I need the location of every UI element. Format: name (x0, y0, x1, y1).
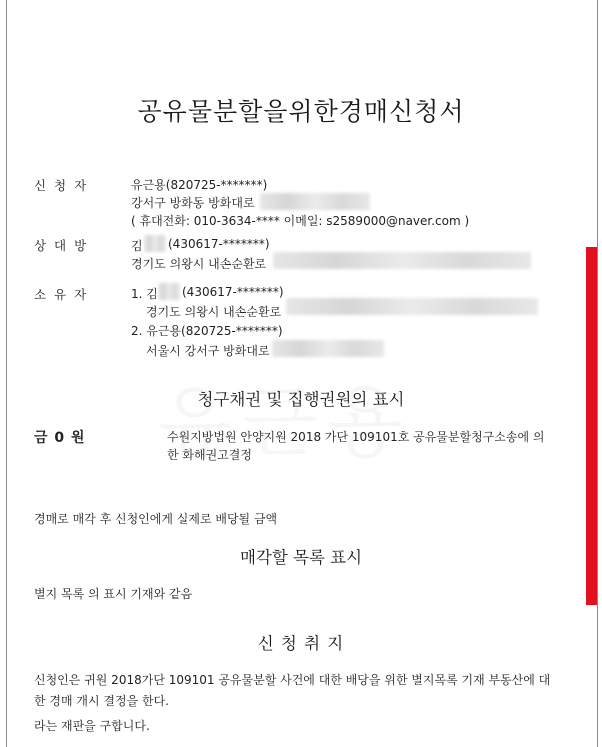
claim-description-line2: 한 화해권고결정 (167, 448, 252, 462)
purpose-heading: 신 청 취 지 (257, 634, 345, 653)
owners-label: 소 유 자 (34, 287, 89, 302)
claim-description-line1: 수원지방법원 안양지원 2018 가단 109101호 공유물분할청구소송에 의 (167, 430, 545, 444)
listing-text: 별지 목록 의 표시 기재와 같음 (34, 587, 193, 601)
redacted-opponent-address (273, 252, 531, 269)
opponent-label: 상 대 방 (34, 238, 89, 253)
purpose-line-1: 신청인은 귀원 2018가단 109101 공유물분할 사건에 대한 배당을 위한 별지목록 기재 부동산에 대 (34, 673, 551, 687)
owner2-name: 2. 유근용(820725-*******) (131, 324, 283, 338)
applicant-label: 신 청 자 (34, 178, 89, 193)
opponent-name-prefix: 김 (131, 239, 143, 253)
owner1-address: 경기도 의왕시 내손순환로 (146, 305, 282, 319)
opponent-id: (430617-*******) (168, 237, 270, 251)
claim-heading: 청구채권 및 집행권원의 표시 (197, 390, 405, 409)
purpose-line-3: 라는 재판을 구합니다. (34, 719, 150, 733)
claim-amount: 금 0 원 (34, 430, 86, 446)
redacted-owner2-address (272, 340, 384, 357)
owner2-address: 서울시 강서구 방화대로 (146, 344, 270, 358)
redacted-owner1-name (158, 283, 180, 300)
listing-heading: 매각할 목록 표시 (239, 548, 363, 567)
owner1-id: (430617-*******) (182, 285, 284, 299)
redacted-applicant-address (260, 193, 370, 210)
distribution-note: 경매로 매각 후 신청인에게 실제로 배당될 금액 (34, 512, 278, 526)
document-title: 공유물분할을위한경매신청서 (137, 97, 465, 126)
owner1-prefix: 1. 김 (131, 287, 158, 301)
applicant-contact: ( 휴대전화: 010-3634-**** 이메일: s2589000@naver.com ) (131, 214, 470, 228)
redacted-owner1-address (286, 298, 538, 315)
purpose-line-2: 한 경매 개시 결정을 한다. (34, 694, 169, 708)
opponent-address: 경기도 의왕시 내손순환로 (131, 257, 267, 271)
applicant-address: 강서구 방화동 방화대로 (131, 196, 255, 210)
applicant-name: 유근용(820725-*******) (131, 178, 268, 192)
redacted-opponent-name (144, 235, 166, 252)
purpose-body (34, 670, 584, 737)
